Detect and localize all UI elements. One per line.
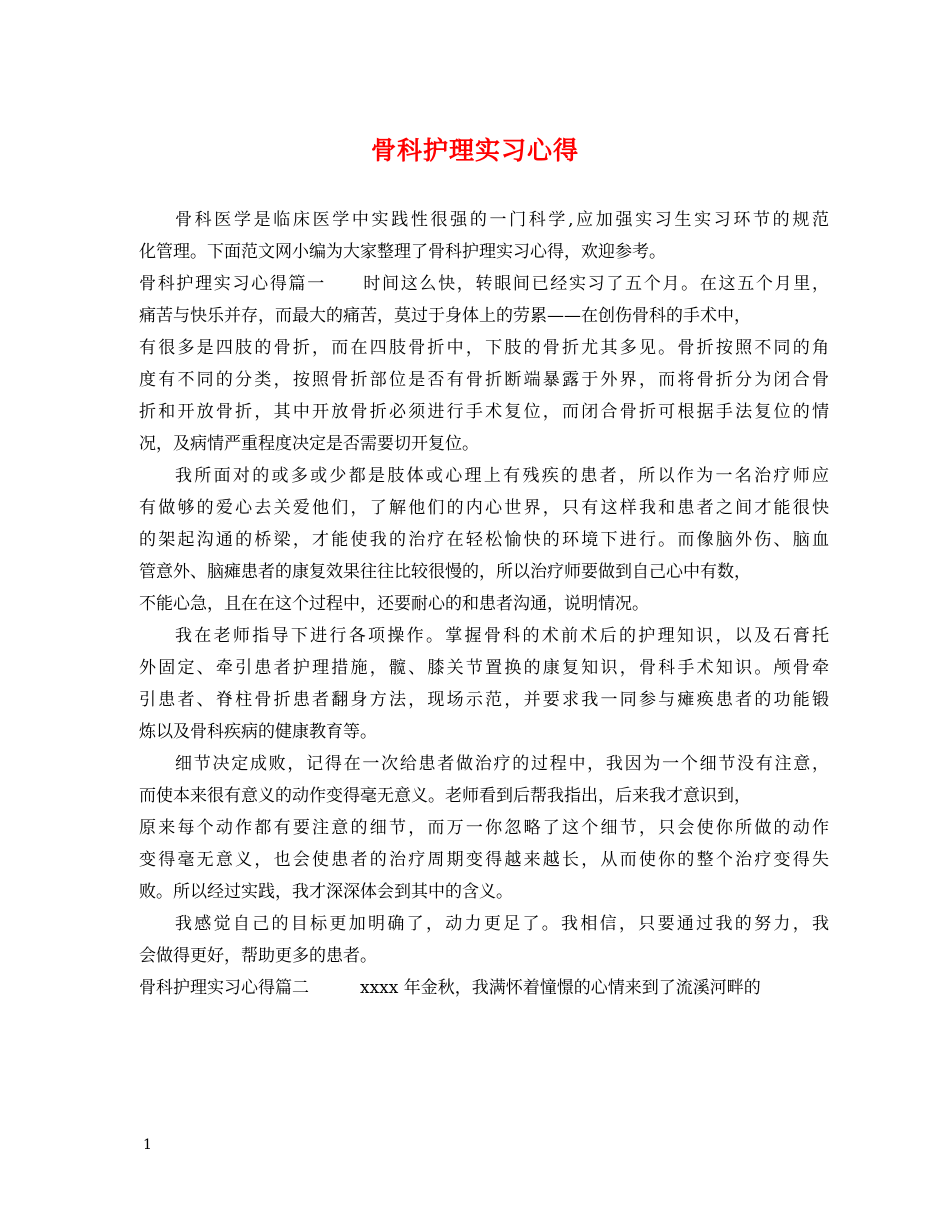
text-line: 会做得更好，帮助更多的患者。 — [139, 946, 377, 966]
text-line: 而使本来很有意义的动作变得毫无意义。老师看到后帮我指出，后来我才意识到， — [139, 786, 751, 806]
text-line: 细节决定成败，记得在一次给患者做治疗的过程中，我因为一个细节没有注意， — [175, 754, 829, 774]
text-line: 败。所以经过实践，我才深深体会到其中的含义。 — [139, 882, 513, 902]
text-line: 有很多是四肢的骨折，而在四肢骨折中，下肢的骨折尤其多见。骨折按照不同的角 — [139, 338, 829, 358]
page-number: 1 — [143, 1137, 152, 1153]
text-line: 骨科护理实习心得篇二 xxxx 年金秋，我满怀着憧憬的心情来到了流溪河畔的 — [139, 978, 761, 998]
text-line: 我感觉自己的目标更加明确了，动力更足了。我相信，只要通过我的努力，我 — [175, 914, 829, 934]
text-line: 的架起沟通的桥梁，才能使我的治疗在轻松愉快的环境下进行。而像脑外伤、脑血 — [139, 530, 829, 550]
text-line: 有做够的爱心去关爱他们，了解他们的内心世界，只有这样我和患者之间才能很快 — [139, 498, 829, 518]
text-line: 变得毫无意义，也会使患者的治疗周期变得越来越长，从而使你的整个治疗变得失 — [139, 850, 829, 870]
text-line: 化管理。下面范文网小编为大家整理了骨科护理实习心得，欢迎参考。 — [139, 242, 666, 262]
text-line: 我在老师指导下进行各项操作。掌握骨科的术前术后的护理知识，以及石膏托 — [175, 626, 829, 646]
text-line: 引患者、脊柱骨折患者翻身方法，现场示范，并要求我一同参与瘫痪患者的功能锻 — [139, 690, 829, 710]
document-body — [139, 204, 829, 1004]
text-line: 不能心急，且在在这个过程中，还要耐心的和患者沟通，说明情况。 — [139, 594, 649, 614]
text-line: 骨科护理实习心得篇一 时间这么快，转眼间已经实习了五个月。在这五个月里， — [139, 274, 829, 294]
text-line: 我所面对的或多或少都是肢体或心理上有残疾的患者，所以作为一名治疗师应 — [175, 466, 829, 486]
text-line: 原来每个动作都有要注意的细节，而万一你忽略了这个细节，只会使你所做的动作 — [139, 818, 829, 838]
text-line: 痛苦与快乐并存，而最大的痛苦，莫过于身体上的劳累——在创伤骨科的手术中， — [139, 306, 751, 326]
text-line: 况，及病情严重程度决定是否需要切开复位。 — [139, 434, 479, 454]
text-line: 外固定、牵引患者护理措施，髋、膝关节置换的康复知识，骨科手术知识。颅骨牵 — [139, 658, 829, 678]
text-line: 管意外、脑瘫患者的康复效果往往比较很慢的，所以治疗师要做到自己心中有数， — [139, 562, 751, 582]
text-line: 度有不同的分类，按照骨折部位是否有骨折断端暴露于外界，而将骨折分为闭合骨 — [139, 370, 829, 390]
document-title: 骨科护理实习心得 — [370, 136, 579, 165]
text-line: 骨科医学是临床医学中实践性很强的一门科学,应加强实习生实习环节的规范 — [175, 210, 829, 230]
text-line: 炼以及骨科疾病的健康教育等。 — [139, 722, 377, 742]
text-line: 折和开放骨折，其中开放骨折必须进行手术复位，而闭合骨折可根据手法复位的情 — [139, 402, 829, 422]
